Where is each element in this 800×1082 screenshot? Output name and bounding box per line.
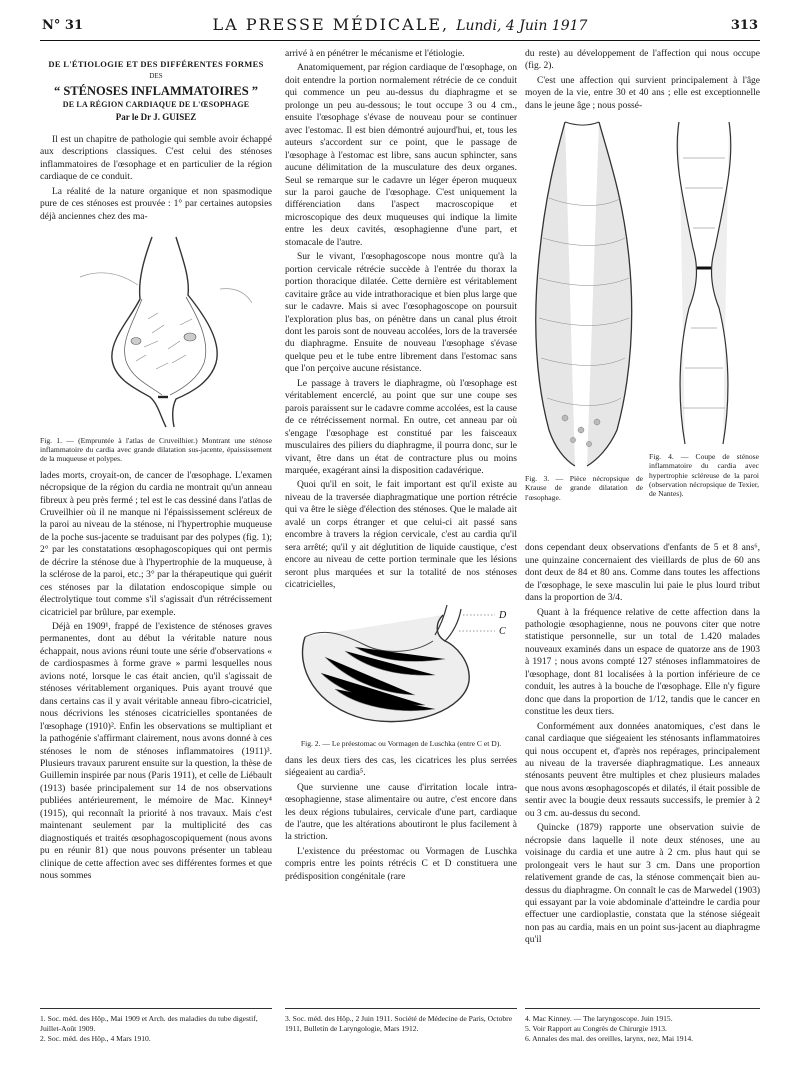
page-header	[40, 14, 760, 41]
paragraph: Sur le vivant, l'œsophagoscope nous montre qu'à la portion cervicale rétrécie succède à l'entrée du thorax la portion thoracique dilatée. Cette dernière est véritablement cavitaire grâce au vide intrathoracique et bien plus large que sur le cadavre. Mais si avec l'œsophagoscope on poursuit l'exploration plus bas, on pénètre dans un canal plus étroit dont les parois sont de nouveau accolées, lors de la traversée du diaphragme. Ensuite de nouveau l'œsophage s'évase quelque peu et le tube entre librement dans l'estomac sans que l'on perçoive aucune résistance.	[285, 252, 517, 375]
figures-3-4	[525, 118, 760, 536]
column-3	[525, 48, 760, 949]
column-1	[40, 48, 272, 885]
article-title-line2: DES	[149, 72, 163, 81]
figure-3-caption: Fig. 3. — Pièce nécropsique de Krause de grande dilatation de l'œsophage.	[525, 474, 643, 502]
figure-2-label-d: D	[499, 610, 507, 622]
footnote-1: 1. Soc. méd. des Hôp., Mai 1909 et Arch. des maladies du tube digestif, Juillet-Août 1909.	[40, 1014, 258, 1033]
paragraph: Déjà en 1909¹, frappé de l'existence de sténoses graves permanentes, dont au début la véritable nature nous échappait, nous avions réuni toute une série d'observations « de cardiospasmes à forme grave » parmi lesquelles nous avions noté, lorsque le cas était ancien, qu'il s'agissait de sténoses véritablement organiques. Puis ayant trouvé que dans certains cas il y avait véritable anneau fibro-cicatriciel, nous décrivions les sténoses cicatricielles spontanées de l'œsophage (1910)². Enfin les observations se multipliant et la pathogénie s'affirmant clairement, nous avons donné à ces sténoses le nom de sténoses inflammatoires (1911)³. Plusieurs travaux parurent ensuite sur la question, la thèse de Guillemin inspirée par nous (Paris 1911), et celle de Liébault (1913) basée principalement sur 14 de nos observations publiées antérieurement, le mémoire de Mac. Kinney⁴ (1915), qui reconnaît la priorité à nos travaux. Mais c'est maintenant seulement par la multiplicité des cas diagnostiqués et traités œsophagoscopiquement (nous avons pu en réunir 81) que nous pouvons présenter un tableau clinique de cette affection avec ses différentes formes et que nous sommes	[40, 622, 272, 882]
footnote-3: 3. Soc. méd. des Hôp., 2 Juin 1911. Société de Médecine de Paris, Octobre 1911, Bulletin de Laryngologie, Mars 1912.	[285, 1014, 513, 1033]
footnotes-column-3	[525, 1014, 760, 1044]
paragraph: arrivé à en pénétrer le mécanisme et l'étiologie.	[285, 49, 465, 59]
paragraph: L'existence du préestomac ou Vormagen de Luschka compris entre les points rétrécis C et D constituera une prédisposition congénitale (rare	[285, 846, 517, 882]
article-title-line4: DE LA RÉGION CARDIAQUE DE L'ŒSOPHAGE	[62, 99, 250, 109]
article-author: Par le Dr J. GUISEZ	[115, 112, 197, 123]
article-title-block	[40, 58, 272, 124]
paragraph: Quoi qu'il en soit, le fait important est qu'il existe au niveau de la traversée diaphragmatique une portion rétrécie qui va être le siège d'élection des sténoses. Que le malade ait avalé un corps étranger et que celui-ci ait passé sans encombre à travers la région cervicale, c'est au cardia qu'il sera arrêté; qu'il y ait déglutition de liquide caustique, c'est encore au niveau de cette portion terminale que les lésions seront plus marquées et sur la totalité de nos sténoses cicatricielles,	[285, 480, 517, 591]
page-number-left: N° 31	[42, 18, 83, 33]
paragraph: dons cependant deux observations d'enfants de 5 et 8 ans⁶, une quinzaine concernaient des vieillards de plus de 60 ans dont deux de 84 et 80 ans. Comme dans toutes les affections de l'œsophage, le sexe masculin lui paie le plus lourd tribut dans la proportion de 3/4.	[525, 543, 760, 604]
figure-1-caption: Fig. 1. — (Empruntée à l'atlas de Cruveilhier.) Montrant une sténose inflammatoire du cardia avec grande dilatation sus-jacente, épaississement de la muqueuse et polypes.	[40, 435, 272, 464]
page-number-right: 313	[730, 18, 758, 33]
figure-2	[285, 597, 517, 748]
figure-1	[40, 229, 272, 464]
footnote-rule	[285, 1008, 517, 1009]
footnotes-column-2	[285, 1014, 517, 1034]
figure-4-illustration	[649, 118, 759, 448]
issue-date: Lundi, 4 Juin 1917	[456, 18, 588, 34]
paragraph: Quincke (1879) rapporte une observation suivie de nécropsie dans laquelle il note deux sténoses, une au voisinage du cardia et une autre à 2 cm. plus haut qui se prolongeait vers le haut sur 3 cm. Dans une proportion relativement grande de cas, la sténose commençait bien au-dessus du diaphragme. On connaît le cas de Marwedel (1903) qui essayant par la voie abdominale d'atteindre le cardia pour effectuer une cardioplastie, constata que la sténose siégeait non pas au cardia, mais en un point sus-jacent au diaphragme qu'il	[525, 823, 760, 946]
article-title-line1: DE L'ÉTIOLOGIE ET DES DIFFÉRENTES FORMES	[48, 59, 264, 69]
journal-title: LA PRESSE MÉDICALE,	[212, 15, 450, 34]
paragraph: dans les deux tiers des cas, les cicatrices les plus serrées siégeaient au cardia⁵.	[285, 755, 517, 779]
footnote-4: 4. Mac Kinney. — The laryngoscope. Juin 1915.	[525, 1014, 673, 1023]
paragraph: Que survienne une cause d'irritation locale intra-œsophagienne, stase alimentaire ou autre, c'est encore dans les deux régions tubulaires, cervicale d'une part, cardiaque de l'autre, que les altérations aboutiront le plus facilement à la striction.	[285, 782, 517, 843]
paragraph: lades morts, croyait-on, de cancer de l'œsophage. L'examen nécropsique de la région du cardia ne montrait qu'un anneau fibreux à peu près fermé ; tel est le cas dessiné dans l'atlas de Cruveilhier où il ne manque ni l'épaississement scléreux de la paroi au niveau de la sténose, ni l'hypertrophie muqueuse de la poche sus-jacente se traduisant par des polypes (fig. 1); 2° par les constatations œsophagoscopiques qui ont permis de décrire la sténose due à l'hypertrophie de la muqueuse, à la sclérose de la paroi, etc.; 3° par la thérapeutique qui guérit ces sténoses par la dilatation endoscopique simple ou électrolytique tout comme s'il s'agissait d'un rétrécissement cicatriciel par brûlure, par exemple.	[40, 470, 272, 618]
paragraph: Le passage à travers le diaphragme, où l'œsophage est véritablement encerclé, au point que sur une coupe ses parois paraissent sur le cadavre comme accolées, est la cause de ce rétrécissement normal. En outre, cet anneau par où s'engage l'œsophage est constitué par les faisceaux musculaires des piliers du diaphragme, il pourra donc, sur le vivant, être dans un état de contracture plus ou moins marquée, exagérant ainsi la disposition cadavérique.	[285, 378, 517, 476]
figure-3-illustration	[525, 118, 645, 468]
figure-2-caption: Fig. 2. — Le préestomac ou Vormagen de Luschka (entre C et D).	[300, 739, 502, 749]
paragraph: C'est une affection qui survient principalement à l'âge moyen de la vie, entre 30 et 40 ans ; elle est exceptionnelle dans le jeune âge ; nous possé-	[525, 75, 760, 111]
column-2	[285, 48, 517, 885]
paragraph: Il est un chapitre de pathologie qui semble avoir échappé aux descriptions classiques. C'est celui des sténoses inflammatoires de l'œsophage et en particulier de la région cardiaque de ce conduit.	[40, 134, 272, 183]
figure-2-illustration	[285, 597, 517, 737]
footnote-2: 2. Soc. méd. des Hôp., 4 Mars 1910.	[40, 1034, 151, 1043]
footnote-6: 6. Annales des mal. des oreilles, larynx, nez, Mai 1914.	[525, 1034, 694, 1043]
footnote-5: 5. Voir Rapport au Congrès de Chirurgie 1913.	[525, 1024, 667, 1033]
article-title-main: “ STÉNOSES INFLAMMATOIRES ”	[53, 83, 259, 98]
paragraph: du reste) au développement de l'affection qui nous occupe (fig. 2).	[525, 49, 760, 72]
footnote-rule	[40, 1008, 272, 1009]
figure-4-caption: Fig. 4. — Coupe de sténose inflammatoire du cardia avec hypertrophie scléreuse de la paroi (observation nécropsique de Texier, de Nantes).	[649, 452, 759, 499]
figure-1-illustration	[40, 229, 272, 434]
footnotes-column-1	[40, 1014, 272, 1044]
paragraph: Quant à la fréquence relative de cette affection dans la pathologie œsophagienne, nous ne pouvons citer que notre statistique personnelle, sur un total de 1.420 malades nouveaux examinés dans un espace de quatorze ans de 1903 à 1917 ; nous avons compté 127 sténoses inflammatoires de l'œsophage, dont 81 localisées à la portion inférieure de ce conduit, les autres à la bouche de l'œsophage. Elle n'y figure donc que dans la proportion de 1/12, tandis que le cancer en constitue les deux tiers.	[525, 607, 760, 718]
footnote-rule	[525, 1008, 760, 1009]
paragraph: Conformément aux données anatomiques, c'est dans le canal cardiaque que siégeaient les sténosants inflammatoires qui nous occupent et, d'après nos repérages, principalement au niveau de la traversée diaphragmatique. Les anneaux sténosants peuvent être multiples et chez plusieurs malades que nous avons œsophagoscopés et dilatés, il était possible de sentir avec la bougie deux ressauts successifs, le premier à 2 ou 3 cm. au-dessus du second.	[525, 721, 760, 819]
paragraph: La réalité de la nature organique et non spasmodique pure de ces sténoses est prouvée : 1° par certaines autopsies déjà anciennes chez des ma-	[40, 186, 272, 222]
figure-2-label-c: C	[499, 626, 506, 638]
journal-masthead	[40, 15, 760, 34]
paragraph: Anatomiquement, par région cardiaque de l'œsophage, on doit entendre la portion normalement rétrécie de ce conduit qui commence un peu au-dessus du diaphragme et se prolonge un peu au-dessous; le tout occupe 3 ou 4 cm., ensuite l'œsophage s'évase de nouveau pour se continuer avec l'estomac. Il est bien démontré aujourd'hui, et, tous les auteurs s'accordent sur ce point, que le passage de l'œsophage à l'estomac est libre, sans aucun sphincter, sans aucune délimitation de la musculature des deux organes. Seul se remarque sur le cadavre un léger éperon muqueux sur la paroi gauche de l'œsophage. C'est uniquement la différenciation dans l'aspect macroscopique et microscopique des deux muqueuses qui indique la limite entre les deux cavités, œsophagienne d'une part, et stomacale de l'autre.	[285, 63, 517, 248]
